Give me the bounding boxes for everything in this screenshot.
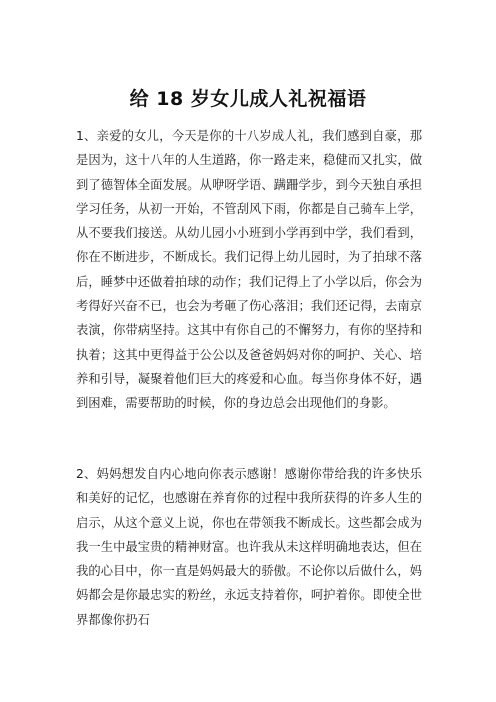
paragraph-1: 1、亲爱的女儿，今天是你的十八岁成人礼，我们感到自豪，那是因为，这十八年的人生道路，你一路走来，稳健而又扎实，做到了德智体全面发展。从咿呀学语、蹒跚学步，到今天独自承担学习任务，从初一开始，不管刮风下雨，你都是自己骑车上学，从不要我们接送。从幼儿园小小班到小学再到中学，我们看到，你在不断进步，不断成长。我们记得上幼儿园时，为了拍球不落后，睡梦中还做着拍球的动作；我们记得上了小学以后，你会为考得好兴奋不已，也会为考砸了伤心落泪；我们还记得，去南京表演，你带病坚持。这其中有你自己的不懈努力，有你的坚持和执着；这其中更得益于公公以及爸爸妈妈对你的呵护、关心、培养和引导，凝聚着他们巨大的疼爱和心血。每当你身体不好，遇到困难，需要帮助的时候，你的身边总会出现他们的身影。 (76, 129, 422, 411)
document-title: 给 18 岁女儿成人礼祝福语 (129, 88, 367, 110)
paragraph-2: 2、妈妈想发自内心地向你表示感谢！感谢你带给我的许多快乐和美好的记忆，也感谢在养育你的过程中我所获得的许多人生的启示，从这个意义上说，你也在带领我不断成长。这些都会成为我一生中最宝贵的精神财富。也许我从未这样明确地表达，但在我的心目中，你一直是妈妈最大的骄傲。不论你以后做什么，妈妈都会是你最忠实的粉丝，永远支持着你，呵护着你。即使全世界都像你扔石 (76, 467, 422, 627)
